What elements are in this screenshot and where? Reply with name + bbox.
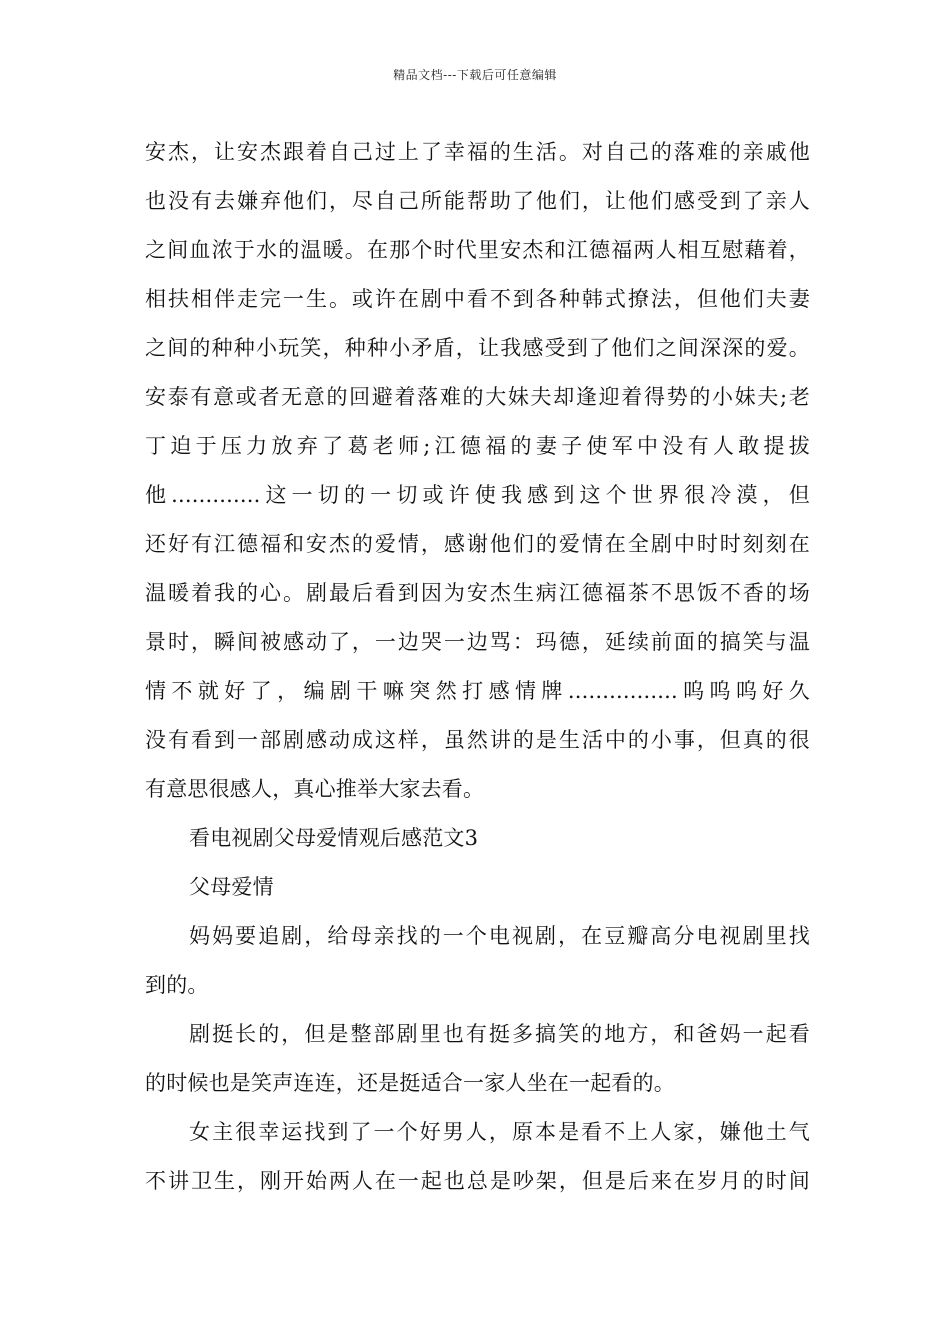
text-line: 也没有去嫌弃他们，尽自己所能帮助了他们，让他们感受到了亲人 <box>145 189 810 213</box>
text-line: 剧挺长的，但是整部剧里也有挺多搞笑的地方，和爸妈一起看 <box>189 1022 810 1046</box>
text-line: 丁迫于压力放弃了葛老师;江德福的妻子使军中没有人敢提拔 <box>145 434 810 458</box>
text-line: 还好有江德福和安杰的爱情，感谢他们的爱情在全剧中时时刻刻在 <box>145 532 810 556</box>
text-line: 温暖着我的心。剧最后看到因为安杰生病江德福茶不思饭不香的场 <box>145 581 810 605</box>
text-line: 有意思很感人，真心推举大家去看。 <box>145 777 485 801</box>
text-line: 之间的种种小玩笑，种种小矛盾，让我感受到了他们之间深深的爱。 <box>145 336 810 360</box>
text-line: 妈妈要追剧，给母亲找的一个电视剧，在豆瓣高分电视剧里找 <box>189 924 810 948</box>
section-subtitle: 父母爱情 <box>189 875 274 899</box>
text-line: 安杰，让安杰跟着自己过上了幸福的生活。对自己的落难的亲戚他 <box>145 140 810 164</box>
section-title: 看电视剧父母爱情观后感范文3 <box>189 826 479 850</box>
page-header: 精品文档---下载后可任意编辑 <box>393 68 557 82</box>
text-line: 相扶相伴走完一生。或许在剧中看不到各种韩式撩法，但他们夫妻 <box>145 287 810 311</box>
text-line: 安泰有意或者无意的回避着落难的大妹夫却逢迎着得势的小妹夫;老 <box>145 385 810 409</box>
text-line: 女主很幸运找到了一个好男人，原本是看不上人家，嫌他土气 <box>189 1120 810 1144</box>
document-body <box>145 128 810 1206</box>
text-line: 之间血浓于水的温暖。在那个时代里安杰和江德福两人相互慰藉着， <box>145 238 810 262</box>
text-line: 没有看到一部剧感动成这样，虽然讲的是生活中的小事，但真的很 <box>145 728 810 752</box>
text-line: 他.............这一切的一切或许使我感到这个世界很冷漠，但 <box>145 483 810 507</box>
text-line: 到的。 <box>145 973 209 997</box>
text-line: 情不就好了，编剧干嘛突然打感情牌................呜呜呜好久 <box>145 679 810 703</box>
text-line: 景时，瞬间被感动了，一边哭一边骂：玛德，延续前面的搞笑与温 <box>145 630 810 654</box>
text-line: 不讲卫生，刚开始两人在一起也总是吵架，但是后来在岁月的时间 <box>145 1169 810 1193</box>
text-line: 的时候也是笑声连连，还是挺适合一家人坐在一起看的。 <box>145 1071 675 1095</box>
